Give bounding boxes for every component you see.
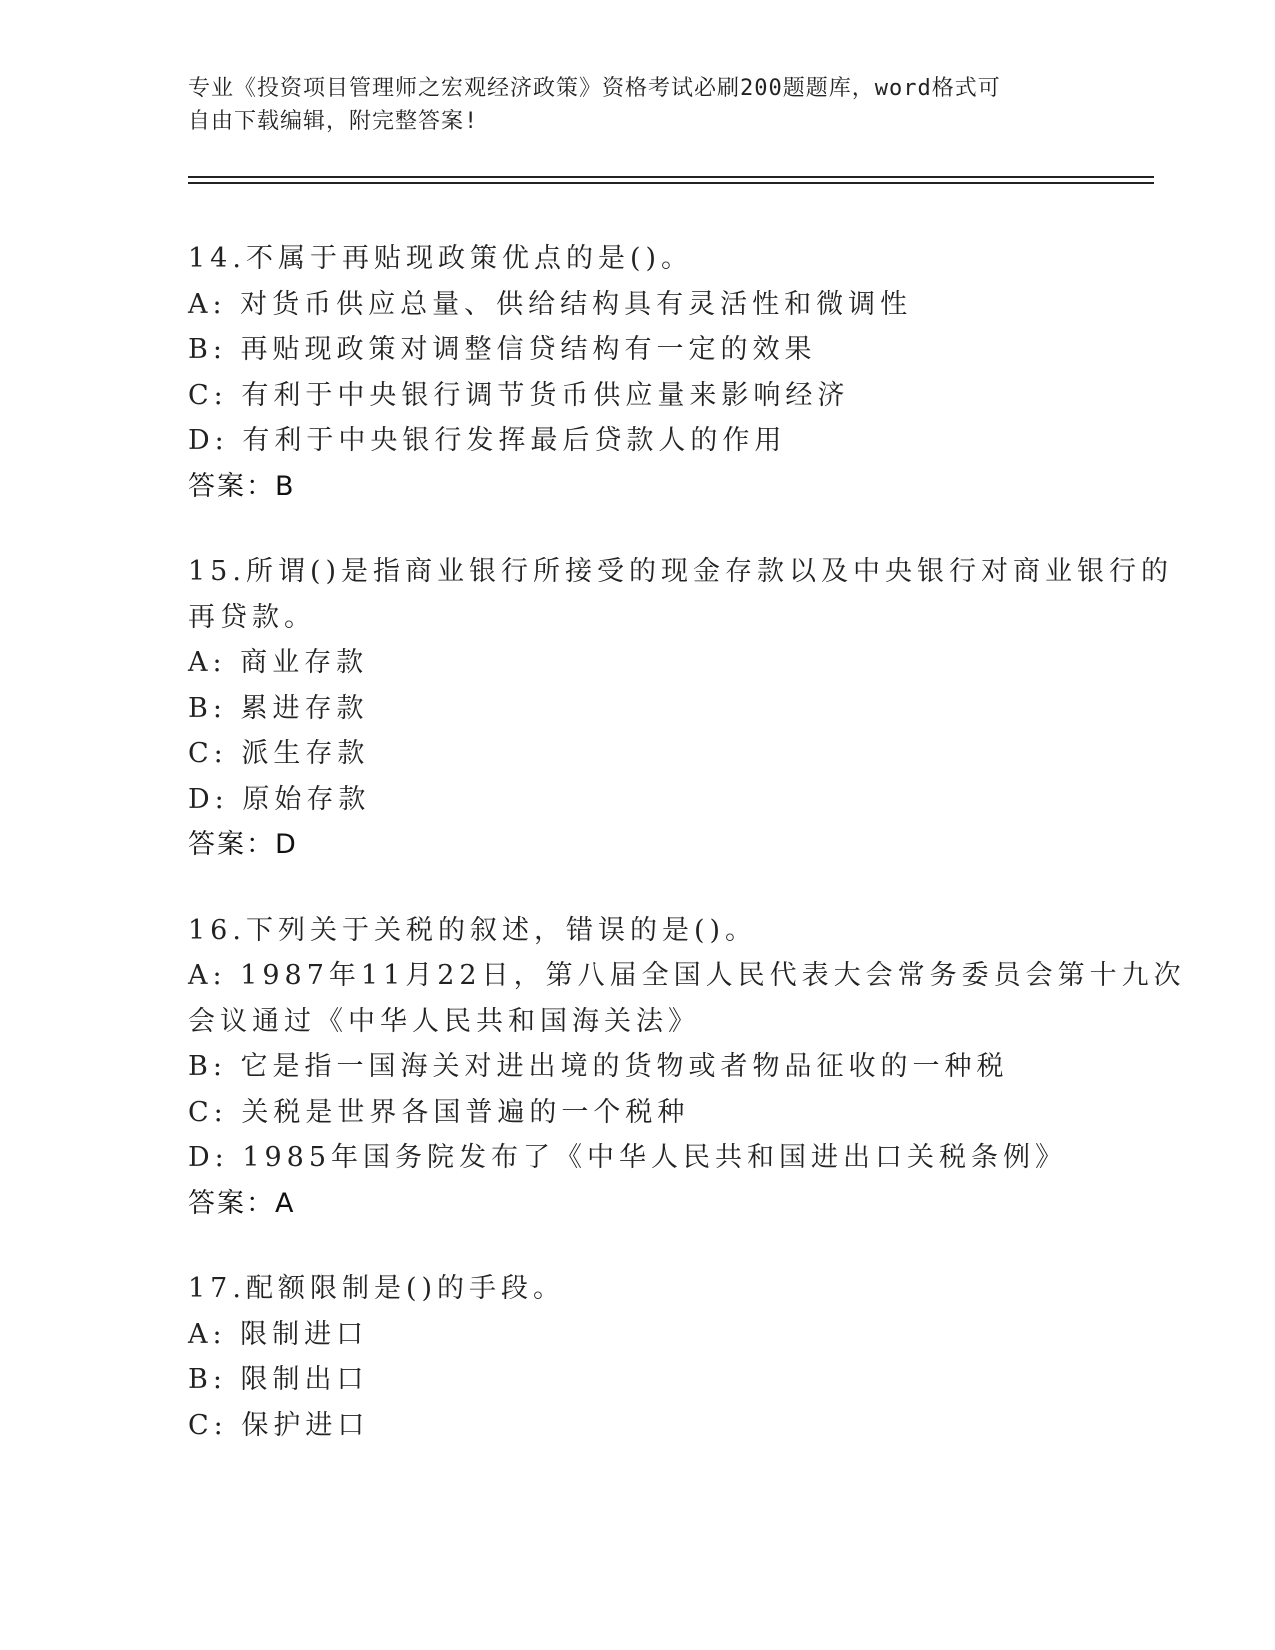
question-17 [188,1266,1088,1448]
answer: 答案：A [188,1187,296,1219]
document-header [188,72,1068,138]
option-b: B: 累进存款 [188,692,369,724]
question-stem: 17.配额限制是()的手段。 [188,1273,566,1304]
option-a-continued: 会议通过《中华人民共和国海关法》 [188,1005,700,1037]
question-stem: 16.下列关于关税的叙述，错误的是()。 [188,914,758,946]
option-c: C: 保护进口 [188,1409,370,1441]
option-a: A: 限制进口 [188,1318,369,1350]
option-c: C: 关税是世界各国普遍的一个税种 [188,1096,690,1128]
question-16 [188,908,1186,1227]
question-15 [188,549,1174,868]
option-d: D: 原始存款 [188,783,371,815]
option-b: B: 再贴现政策对调整信贷结构有一定的效果 [188,334,817,365]
option-c: C: 有利于中央银行调节货币供应量来影响经济 [188,379,850,411]
header-divider-top [188,176,1154,178]
option-b: B: 限制出口 [188,1364,369,1395]
option-a: A: 商业存款 [188,647,369,678]
option-b: B: 它是指一国海关对进出境的货物或者物品征收的一种税 [188,1051,1009,1082]
option-a: A: 对货币供应总量、供给结构具有灵活性和微调性 [188,288,913,320]
question-14 [188,236,1088,509]
question-stem: 14.不属于再贴现政策优点的是()。 [188,243,694,274]
answer: 答案：B [188,470,296,502]
answer: 答案：D [188,829,298,860]
question-list [188,236,1186,1488]
option-c: C: 派生存款 [188,738,370,769]
option-d: D: 1985年国务院发布了《中华人民共和国进出口关税条例》 [188,1142,1068,1173]
header-divider-bottom [188,182,1154,184]
header-line-2: 自由下载编辑，附完整答案! [188,109,479,134]
question-stem: 15.所谓()是指商业银行所接受的现金存款以及中央银行对商业银行的 [188,556,1174,587]
question-stem-continued: 再贷款。 [188,601,316,633]
option-a: A: 1987年11月22日，第八届全国人民代表大会常务委员会第十九次 [188,960,1186,991]
option-d: D: 有利于中央银行发挥最后贷款人的作用 [188,425,787,456]
header-line-1: 专业《投资项目管理师之宏观经济政策》资格考试必刷200题题库，word格式可 [188,76,1001,101]
